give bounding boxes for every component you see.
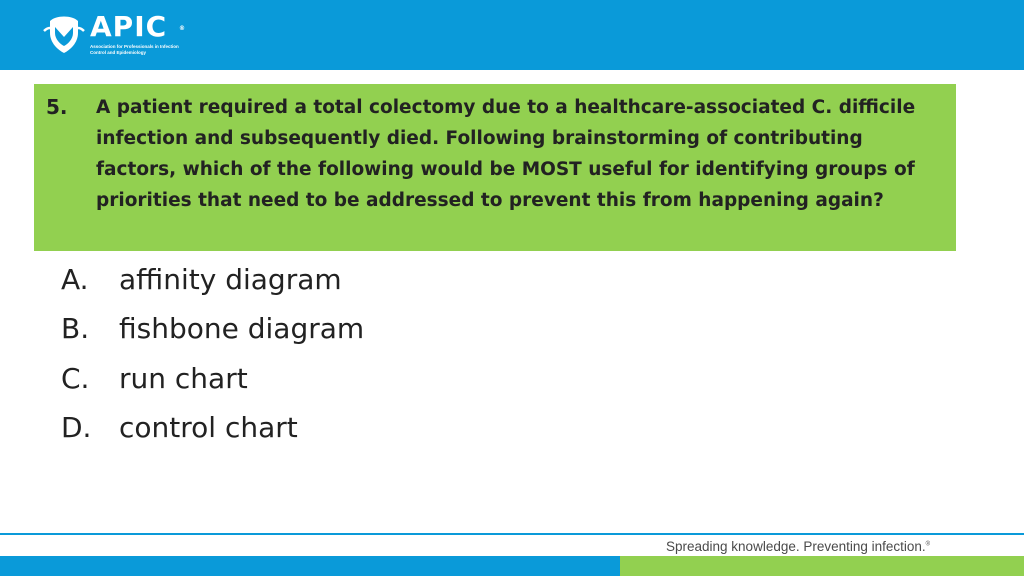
footer-tagline-text: Spreading knowledge. Preventing infection. bbox=[666, 539, 926, 554]
footer-tagline bbox=[666, 539, 930, 554]
question-number: 5. bbox=[46, 95, 68, 119]
logo-wordmark bbox=[90, 10, 186, 43]
logo-tagline: Association for Professionals in Infection Control and Epidemiology bbox=[90, 44, 179, 55]
answer-letter: D. bbox=[61, 411, 92, 445]
apic-logo[interactable] bbox=[42, 10, 186, 57]
footer-registered-mark: ® bbox=[925, 541, 931, 548]
header-bar bbox=[0, 0, 1024, 70]
logo-name: APIC bbox=[90, 10, 168, 43]
answer-option-b[interactable] bbox=[61, 304, 364, 353]
answer-option-c[interactable] bbox=[61, 354, 364, 403]
answer-text: run chart bbox=[119, 361, 248, 395]
answer-list bbox=[61, 255, 364, 452]
answer-option-d[interactable] bbox=[61, 403, 364, 452]
apic-shield-icon bbox=[42, 13, 86, 57]
answer-letter: A. bbox=[61, 263, 89, 297]
footer-divider bbox=[0, 533, 1024, 535]
footer-bar-blue bbox=[0, 556, 620, 576]
answer-letter: B. bbox=[61, 312, 90, 346]
answer-text: fishbone diagram bbox=[119, 312, 365, 346]
answer-text: affinity diagram bbox=[119, 263, 342, 297]
answer-text: control chart bbox=[119, 411, 298, 445]
answer-letter: C. bbox=[61, 361, 90, 395]
question-text: A patient required a total colectomy due to a healthcare-associated C. difficile infection and subsequently died. Following brainstorming of contributing factors, which of the following would be MOST useful for identifying groups of priorities that need to be addressed to prevent this from happening again? bbox=[96, 97, 916, 211]
answer-option-a[interactable] bbox=[61, 255, 364, 304]
logo-registered-mark: ® bbox=[179, 25, 186, 32]
question-panel bbox=[34, 84, 956, 251]
footer-bar-green bbox=[620, 556, 1024, 576]
logo-text bbox=[90, 10, 186, 55]
